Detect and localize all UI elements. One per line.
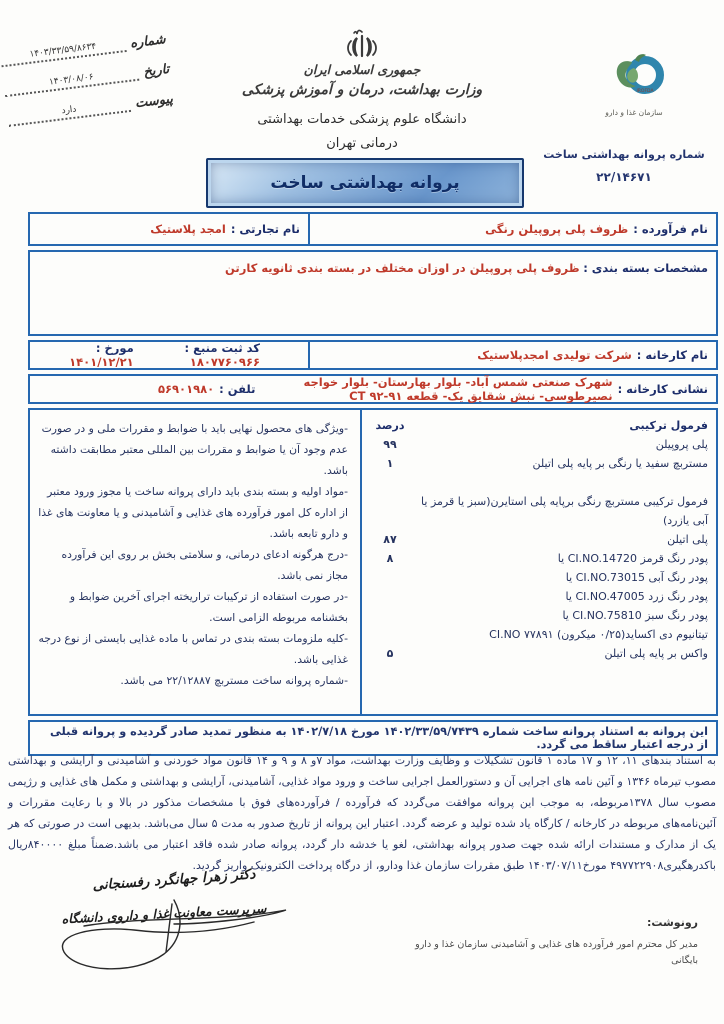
ref-date-label: تاریخ [142, 61, 171, 80]
factory-row [28, 340, 718, 370]
phone [158, 382, 255, 396]
formula-conditions-row [28, 408, 718, 716]
cc-archive: بایگانی [671, 955, 698, 966]
dated-value: ۱۴۰۱/۱۲/۲۱ [69, 355, 134, 369]
ref-attachment-label: پیوست [134, 91, 174, 112]
phone-label: تلفن : [219, 382, 256, 396]
ref-number-label: شماره [129, 32, 167, 52]
fda-logo-text: IROFDA [636, 89, 654, 94]
source-code-value: ۱۸۰۷۷۶۰۹۶۶ [189, 355, 260, 369]
license-table [28, 212, 718, 760]
condition-item: -کلیه ملزومات بسته بندی در تماس با ماده غذایی بایستی از نوع درجه غذایی باشد. [38, 632, 348, 666]
formula-percent-header: درصد [375, 419, 405, 432]
brand-cell [30, 222, 308, 236]
phone-value: ۵۶۹۰۱۹۸۰ [158, 382, 215, 396]
conditions-column [30, 410, 360, 714]
address-row [28, 374, 718, 404]
reference-stamp [0, 26, 175, 136]
header-country: جمهوری اسلامی ایران [303, 62, 421, 77]
factory-cell [308, 342, 716, 368]
packaging-value: ظروف پلی پروپیلن در اوزان مختلف در بسته بندی ثانویه کارتن [225, 261, 580, 275]
address-value: شهرک صنعتی شمس آباد- بلوار بهارستان- بلوار خواجه نصیرطوسی- نبش شقایق یک- قطعه ۹۱-۹۲ CT [303, 375, 613, 403]
source-code [134, 341, 260, 369]
ref-date-value: ۱۴۰۳/۰۸/۰۶ [48, 72, 95, 88]
signer-name: دکتر زهرا جهانگرد رفسنجانی [92, 866, 256, 894]
formula-column [360, 410, 716, 714]
legal-paragraph: به استناد بندهای ۱۱، ۱۲ و ۱۷ ماده ۱ قانون تشکیلات و وظایف وزارت بهداشت، مواد ۷و ۸ و ۹ و ۱۴ قانون مواد خوردنی و آشامیدنی و آرایشی و بهداشتی مصوب تیرماه ۱۳۴۶ و آئین نامه های اجرایی آن و دستورالعمل اجرایی ساخت و ورود مواد غذایی، آشامیدنی، آرایشی و بهداشتی و مکمل های غذایی و رژیمی مصوب سال ۱۳۷۸مربوطه، به موجب این پروانه موافقت می‌گردد که فرآورده / فرآورده‌های فوق با مشخصات مذکور در بالا و با رعایت مقررات و آئین‌نامه‌های مربوطه در کارخانه / کارگاه یاد شده تولید و عرضه گردد. اعتبار این پروانه از تاریخ صدور به مدت ۵ سال می‌باشد. بدیهی است در صورتی که هر یک از مدارک و مستندات ارائه شده جهت صدور پروانه بهداشتی، لغو یا خدشه دار گردد، پروانه صادر شده فاقد اعتبار می باشد.ضمناً مبلغ ۸۴۰۰۰۰ریال باکدرهگیری۴۹۷۷۲۲۹۰۸ مورخ۱۴۰۳/۰۷/۱۱ طبق مقررات سازمان غذا ودارو، از درگاه پرداخت الکترونیک واریز گردید. [8, 754, 716, 872]
product-row [28, 212, 718, 246]
product-cell [308, 214, 716, 244]
fda-logo [592, 48, 676, 117]
condition-item: -ویژگی های محصول نهایی باید با ضوابط و مقررات ملی و در صورت عدم وجود آن یا ضوابط و مقررات بین المللی معتبر مطابقت داشته باشد. [41, 422, 348, 477]
formula-item: پلی اتیلن ۸۷ [383, 533, 708, 546]
product-label: نام فرآورده : [633, 222, 708, 236]
cc-recipient: مدیر کل محترم امور فرآورده های غذایی و آشامیدنی سازمان غذا و دارو [415, 939, 698, 950]
condition-item: -در صورت استفاده از ترکیبات تراریخته اجرای آخرین ضوابط و بخشنامه مربوطه الزامی است. [69, 590, 348, 624]
formula-header [368, 416, 708, 435]
formula-item: پودر رنگ سبز CI.NO.75810 یا [562, 609, 708, 622]
signature-icon [24, 888, 314, 988]
fda-caption: سازمان غذا و دارو [605, 108, 663, 117]
signature-block [24, 860, 324, 1000]
formula-item: پلی پروپیلن ۹۹ [383, 438, 708, 451]
title-banner [206, 158, 524, 208]
license-number-value: ۲۲/۱۴۶۷۱ [596, 170, 652, 184]
formula-item: پودر رنگ آبی CI.NO.73015 یا [565, 571, 708, 584]
brand-label: نام تجارتی : [230, 222, 300, 236]
formula-item: تیتانیوم دی اکساید(۰/۲۵ میکرون) ۷۷۸۹۱ CI.NO [489, 628, 708, 641]
ref-number-value: ۱۴۰۳/۳۳/۵۹/۸۶۳۴ [28, 41, 97, 60]
header-university-line1: دانشگاه علوم پزشکی خدمات بهداشتی [257, 112, 467, 127]
formula-item: واکس بر پایه پلی اتیلن ۵ [386, 647, 708, 660]
formula-item: فرمول ترکیبی مستربچ رنگی برپایه پلی استایرن(سبز یا قرمز یا آبی یازرد) [421, 495, 708, 527]
condition-item: -شماره پروانه ساخت مستربچ ۲۲/۱۲۸۸۷ می باشد. [120, 674, 348, 687]
factory-value: شرکت تولیدی امجدپلاستیک [477, 348, 632, 362]
signer-title: سرپرست معاونت غذا و داروی دانشگاه [61, 900, 267, 927]
ref-attachment-value: دارد [60, 104, 77, 117]
source-code-cell [30, 341, 308, 369]
formula-item: پودر رنگ قرمز CI.NO.14720 یا ۸ [386, 552, 708, 565]
formula-item: پودر رنگ زرد CI.NO.47005 یا [565, 590, 708, 603]
license-number-block [534, 148, 714, 184]
page-title: پروانه بهداشتی ساخت [270, 173, 460, 193]
header-ministry: وزارت بهداشت، درمان و آموزش پزشکی [241, 82, 483, 98]
license-number-label: شماره پروانه بهداشتی ساخت [543, 148, 705, 161]
packaging-label: مشخصات بسته بندی : [583, 261, 708, 275]
address [255, 375, 708, 403]
dated [44, 341, 134, 369]
cc-block [410, 916, 698, 969]
address-label: نشانی کارخانه : [617, 382, 708, 396]
formula-item [368, 473, 708, 492]
condition-item: -مواد اولیه و بسته بندی باید دارای پروانه ساخت یا مجوز ورود معتبر از اداره کل امور فرآورده های غذایی و آشامیدنی و یا معاونت های غذا و دارو تابعه باشد. [38, 485, 348, 540]
product-value: ظروف پلی پروپیلن رنگی [485, 222, 629, 236]
dated-label: مورخ : [95, 341, 134, 355]
ref-number-dotted-line [0, 31, 126, 67]
packaging-cell [217, 252, 716, 284]
ref-attachment-dotted-line [6, 91, 131, 127]
packaging-row [28, 250, 718, 336]
condition-item: -درج هرگونه ادعای درمانی، و سلامتی بخش بر روی این فرآورده مجاز نمی باشد. [61, 548, 348, 582]
header-university-line2: درمانی تهران [326, 136, 398, 151]
brand-value: امجد پلاستیک [150, 222, 226, 236]
formula-title: فرمول ترکیبی [629, 419, 708, 432]
fda-logo-icon [594, 48, 674, 106]
formula-item: مستربچ سفید یا رنگی بر پایه پلی اتیلن ۱ [386, 457, 708, 470]
renewal-notice: این پروانه به استناد پروانه ساخت شماره ۱۴۰۲/۳۳/۵۹/۷۴۳۹ مورخ ۱۴۰۲/۷/۱۸ به منظور تمدید صادر گردیده و پروانه قبلی از درجه اعتبار ساقط می گردد. [50, 725, 708, 751]
source-code-label: کد ثبت منبع : [184, 341, 260, 355]
cc-label: رونوشت: [646, 916, 698, 929]
factory-label: نام کارخانه : [636, 348, 708, 362]
